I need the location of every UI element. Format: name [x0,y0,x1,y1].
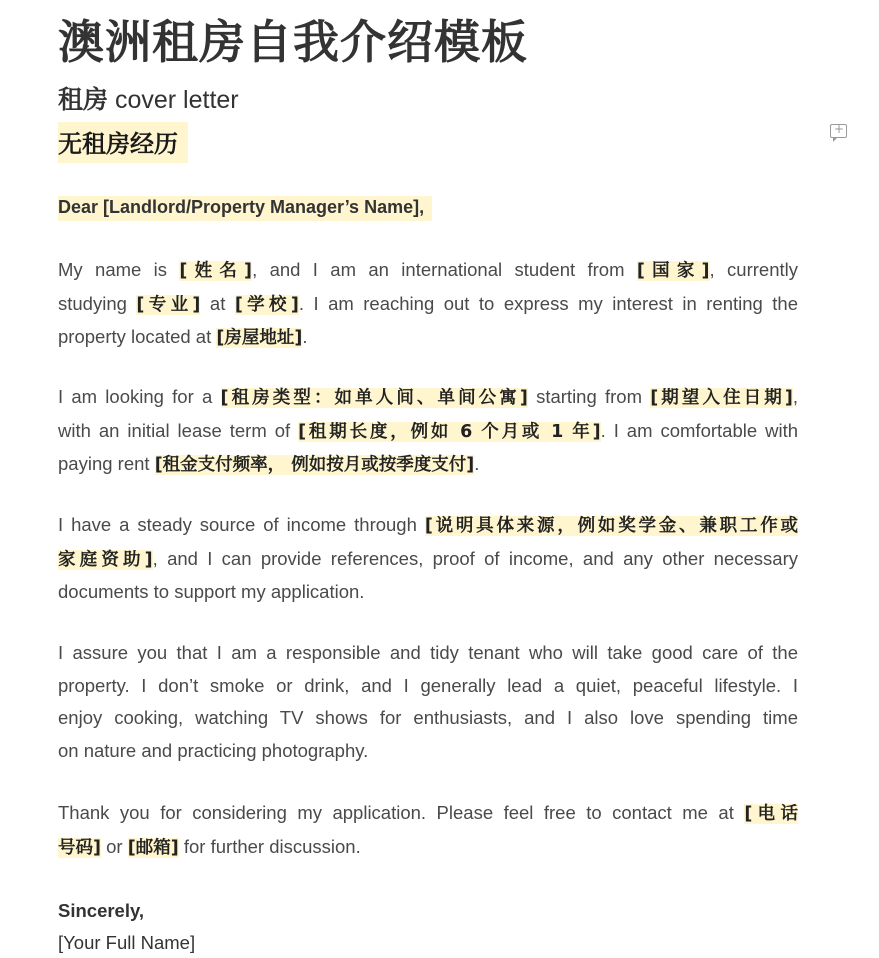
text-run: Thank you for considering my application. Please feel free to contact me at [58,802,745,823]
placeholder-school: [学校] [234,294,299,315]
section-heading: 无租房经历 [58,122,188,163]
text-run: My name is [58,259,180,280]
placeholder-major: [专业] [136,294,201,315]
sign-off: Sincerely, [58,900,145,921]
paragraph-lease [58,381,798,482]
text-run: , currently [709,259,798,280]
paragraph-lifestyle [58,637,798,768]
comment-add-icon[interactable]: + [830,124,847,138]
line: I assure you that I am a responsible and tidy tenant who will take good care of the [58,642,798,663]
placeholder-move-in-date: [期望入住日期] [650,388,793,408]
line [58,448,798,482]
line [58,288,798,322]
placeholder-phone: [电话 [744,804,798,824]
placeholder-phone-cont: 号码] [58,837,101,858]
line: enjoy cooking, watching TV shows for enthusiasts, and I also love spending time [58,707,798,729]
line [58,254,798,288]
text-run: . [302,326,308,348]
text-run: or [101,835,128,857]
text-run: paying rent [58,453,155,475]
signature-name: [Your Full Name] [58,932,196,953]
text-run: I have a steady source of income through [58,514,425,535]
line [58,831,798,865]
placeholder-lease-term: [租期长度，例如 6 个月或 1 年] [298,421,601,442]
text-run: , and I am an international student from [252,259,637,280]
placeholder-rental-type: [租房类型：如单人间、单间公寓] [220,388,528,408]
paragraph-contact [58,797,798,864]
line [58,543,798,577]
line: on nature and practicing photography. [58,740,369,762]
placeholder-name: [姓名] [179,261,253,281]
text-run: I am looking for a [58,386,221,407]
line [58,509,798,543]
text-run: property located at [58,326,217,348]
text-run: studying [58,292,137,314]
placeholder-country: [国家] [636,261,710,281]
subtitle-zh: 租房 [58,85,109,114]
text-run: . I am reaching out to express my interest in renting the [298,292,799,314]
letter-greeting: Dear [Landlord/Property Manager’s Name], [58,196,432,221]
placeholder-email: [邮箱] [127,837,179,858]
line: property. I don’t smoke or drink, and I generally lead a quiet, peaceful lifestyle. I [58,674,798,696]
subtitle-en: cover letter [108,86,239,114]
text-run: . [474,453,480,475]
paragraph-intro [58,254,798,355]
text-run: documents to support my application. [58,581,365,603]
placeholder-address: [房屋地址] [216,328,303,349]
document-title: 澳洲租房自我介绍模板 [58,15,528,69]
placeholder-rent-frequency: [租金支付频率， 例如按月或按季度支付] [154,455,475,476]
placeholder-income-source: [说明具体来源，例如奖学金、兼职工作或 [424,516,798,536]
line [58,415,798,449]
line [58,321,798,355]
text-run: , [792,386,798,407]
line [58,797,798,831]
text-run: starting from [527,386,651,407]
line [58,381,798,415]
text-run: , and I can provide references, proof of income, and any other necessary [152,547,798,569]
text-run: with an initial lease term of [58,419,299,441]
paragraph-income [58,509,798,609]
document-subtitle [58,80,239,116]
text-run: . I am comfortable with [600,419,799,441]
placeholder-income-source-cont: 家庭资助] [58,549,153,570]
line [58,576,798,609]
text-run: at [200,292,235,314]
text-run: for further discussion. [178,835,361,857]
